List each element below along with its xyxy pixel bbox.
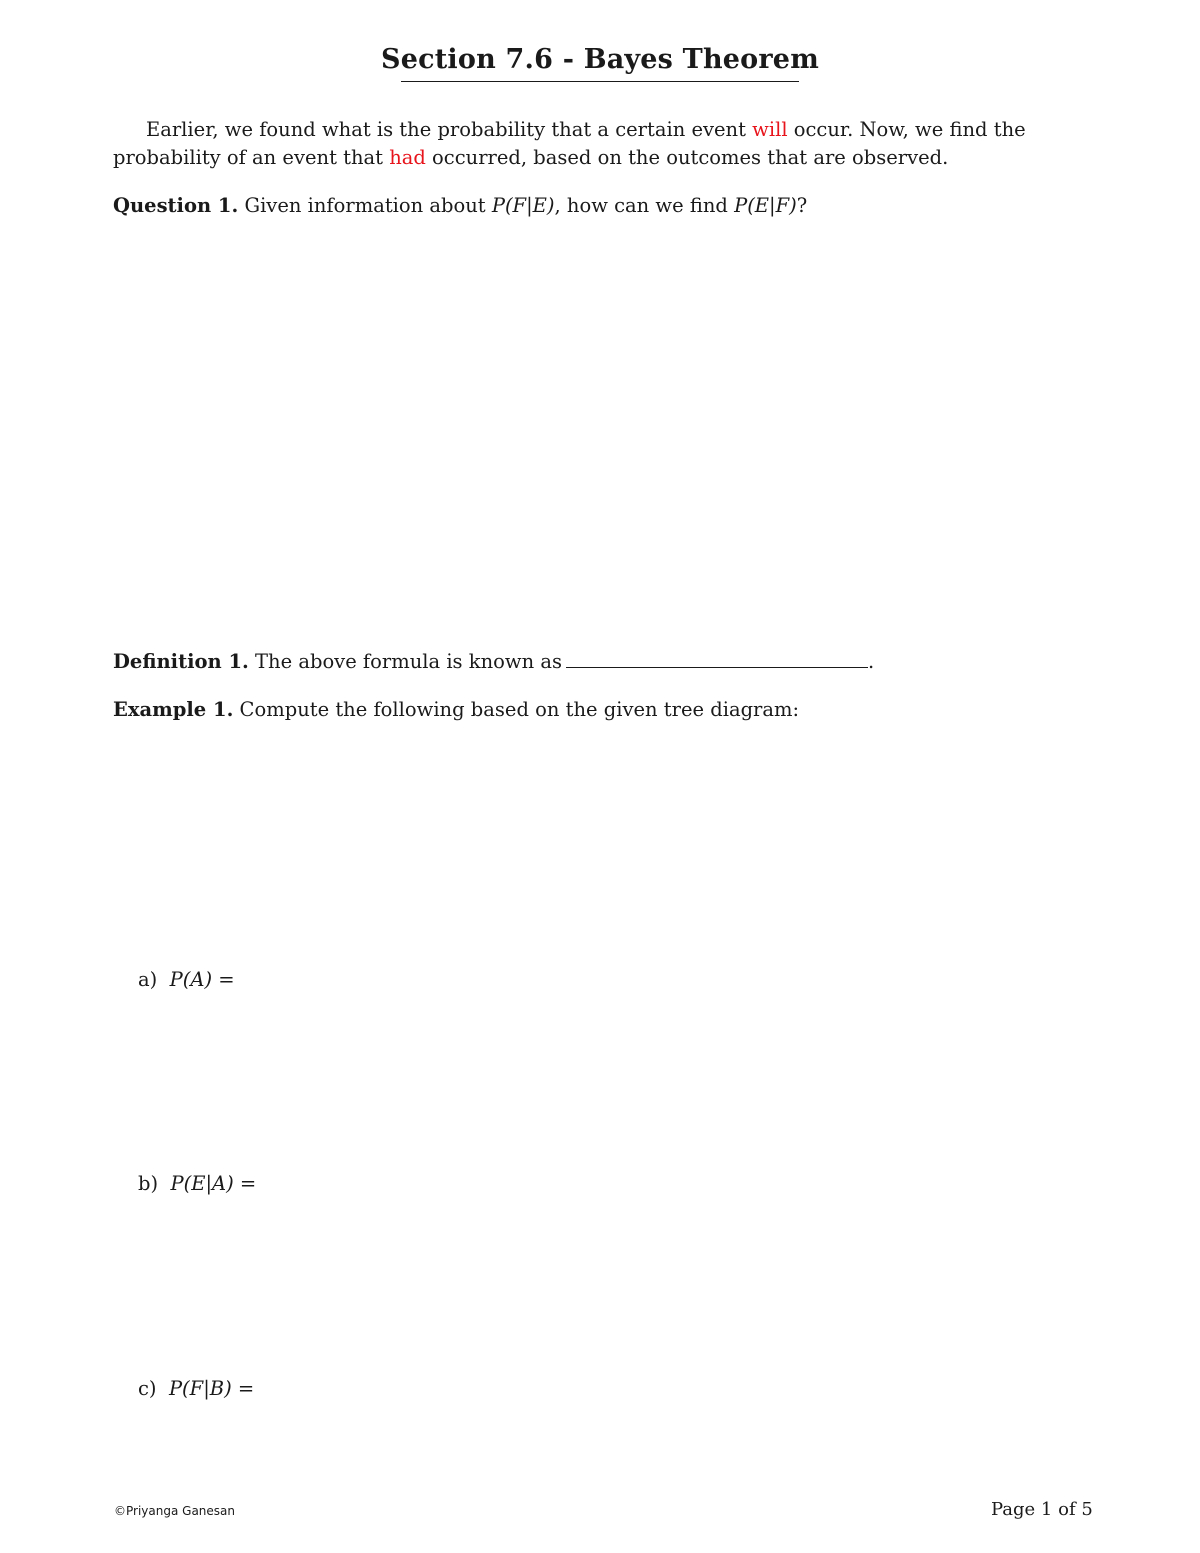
part-a-expr: P(A) = — [169, 968, 235, 991]
intro-text-3: probability of an event that — [113, 146, 390, 169]
question-1-expr-2: P(E|F) — [734, 194, 797, 217]
intro-text-2: occur. Now, we find the — [787, 118, 1026, 141]
definition-1 — [113, 648, 874, 676]
intro-line-1 — [146, 116, 1026, 144]
part-c-label: c) — [138, 1377, 157, 1400]
question-1 — [113, 192, 807, 220]
example-1 — [113, 696, 799, 724]
question-1-text-a: Given information about — [238, 194, 492, 217]
definition-1-end: . — [867, 650, 875, 673]
question-1-label: Question 1. — [113, 194, 239, 217]
definition-blank-line — [566, 649, 868, 668]
question-1-expr-1: P(F|E) — [491, 194, 555, 217]
example-1-text: Compute the following based on the given tree diagram: — [233, 698, 800, 721]
intro-line-2 — [113, 144, 948, 172]
footer-copyright: ©Priyanga Ganesan — [114, 1504, 235, 1518]
definition-1-text: The above formula is known as — [248, 650, 562, 673]
part-a — [138, 966, 235, 994]
intro-red-will: will — [752, 118, 788, 141]
part-b — [138, 1170, 256, 1198]
definition-1-label: Definition 1. — [113, 650, 249, 673]
part-b-label: b) — [138, 1172, 159, 1195]
question-1-text-c: ? — [796, 194, 808, 217]
intro-red-had: had — [389, 146, 426, 169]
part-c-expr: P(F|B) = — [168, 1377, 255, 1400]
footer-page-number: Page 1 of 5 — [991, 1499, 1093, 1520]
title-underline — [401, 81, 799, 82]
intro-text-1: Earlier, we found what is the probability that a certain event — [146, 118, 753, 141]
part-b-expr: P(E|A) = — [170, 1172, 257, 1195]
part-c — [138, 1375, 254, 1403]
example-1-label: Example 1. — [113, 698, 234, 721]
page-title: Section 7.6 - Bayes Theorem — [381, 44, 819, 75]
intro-text-4: occurred, based on the outcomes that are observed. — [425, 146, 949, 169]
question-1-text-b: , how can we find — [554, 194, 735, 217]
part-a-label: a) — [138, 968, 158, 991]
